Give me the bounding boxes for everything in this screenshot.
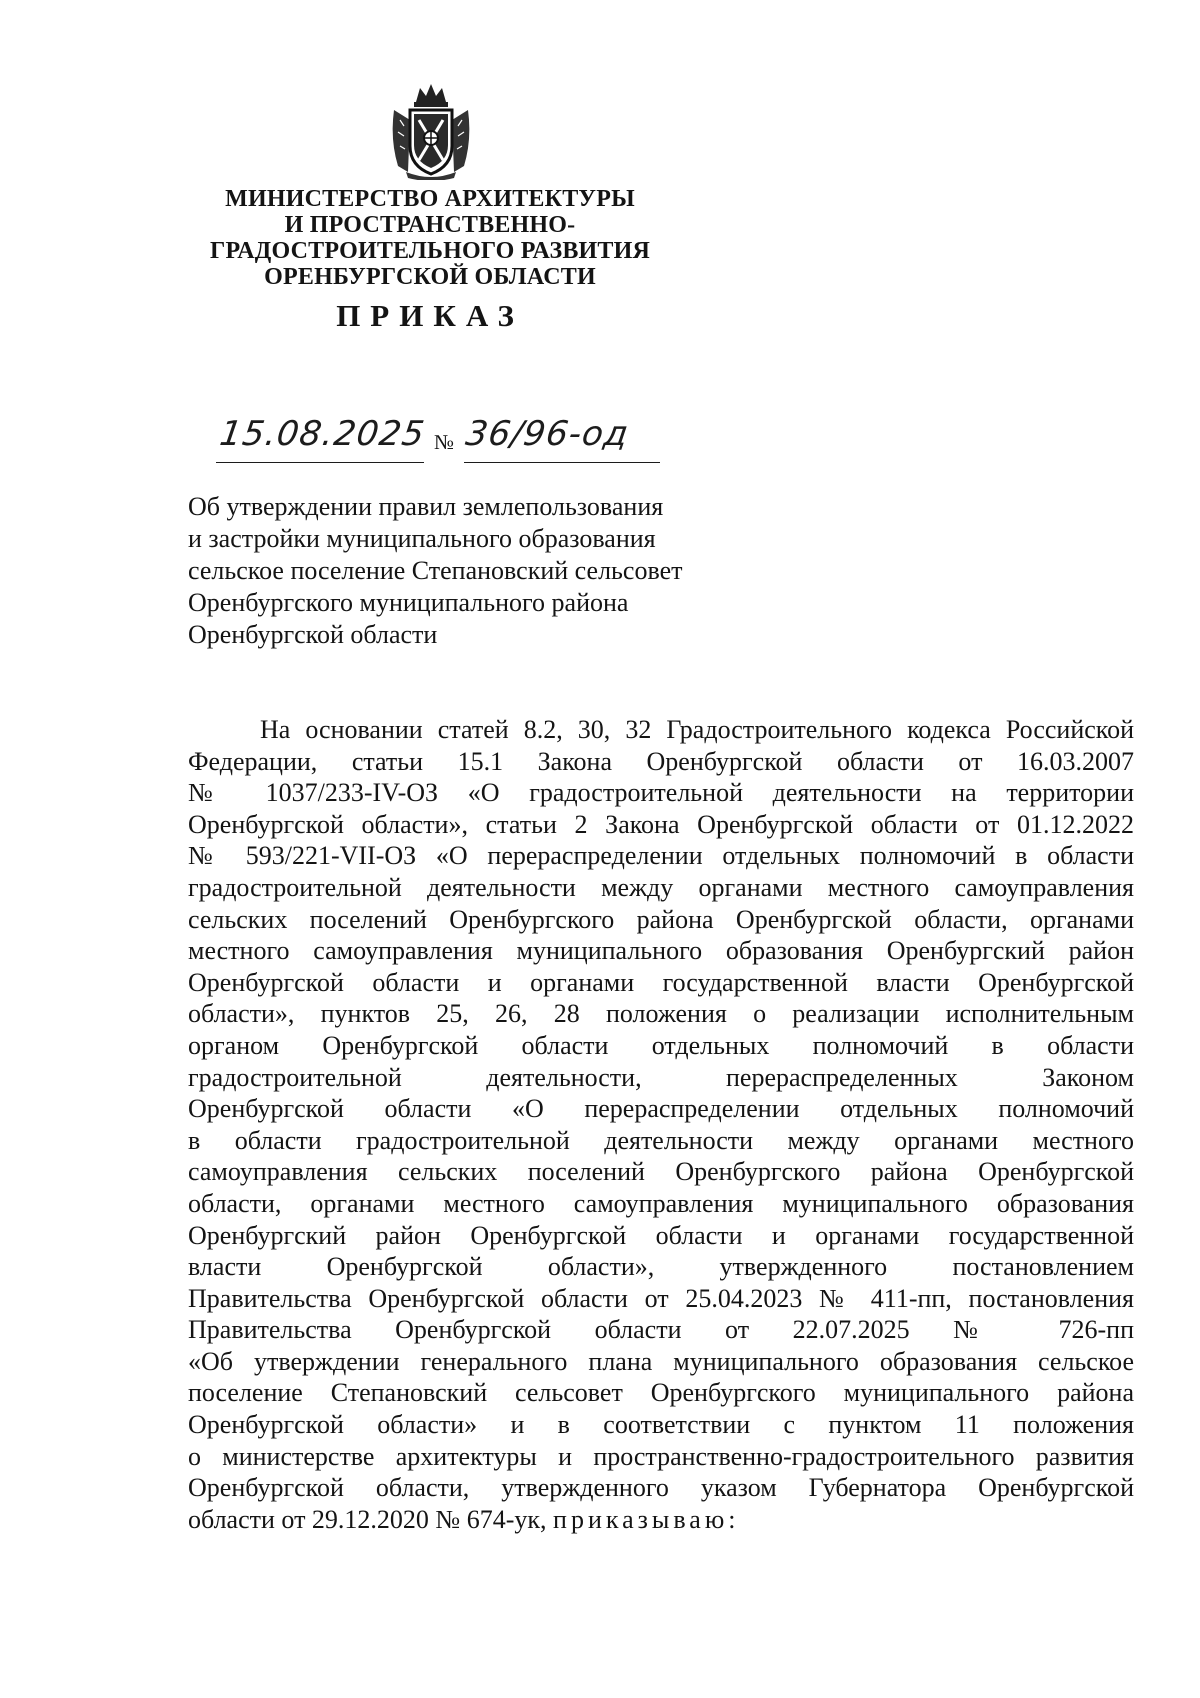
handwritten-date: 15.08.2025 (217, 414, 428, 454)
body-line: Федерации, статьи 15.1 Закона Оренбургской области от 16.03.2007 (188, 746, 1134, 776)
body-line: поселение Степановский сельсовет Оренбургского муниципального района (188, 1378, 1134, 1408)
body-line: местного самоуправления муниципального образования Оренбургский район (188, 936, 1134, 966)
subject-line: сельское поселение Степановский сельсовет (188, 556, 683, 585)
body-line: На основании статей 8.2, 30, 32 Градостроительного кодекса Российской (260, 715, 1134, 744)
subject-line: Оренбургского муниципального района (188, 588, 629, 617)
registration-line (217, 408, 690, 478)
body-line: власти Оренбургской области», утвержденного постановлением (188, 1252, 1134, 1282)
body-line: области, органами местного самоуправления муниципального образования (188, 1188, 1134, 1218)
body-line: градостроительной деятельности, перераспределенных Законом (188, 1062, 1134, 1092)
body-line: самоуправления сельских поселений Оренбургского района Оренбургской (188, 1157, 1134, 1187)
body-line: № 1037/233-IV-ОЗ «О градостроительной деятельности на территории (188, 778, 1134, 808)
order-verb: приказываю: (553, 1504, 740, 1534)
coat-of-arms-icon (388, 80, 474, 180)
body-line: Оренбургской области и органами государственной власти Оренбургской (188, 967, 1134, 997)
order-body-paragraph (188, 714, 1134, 1535)
ministry-name-line: МИНИСТЕРСТВО АРХИТЕКТУРЫ (225, 186, 635, 212)
ministry-name-line: ОРЕНБУРГСКОЙ ОБЛАСТИ (264, 264, 596, 290)
body-line: области», пунктов 25, 26, 28 положения о реализации исполнительным (188, 999, 1134, 1029)
body-line: Оренбургской области» и в соответствии с пунктом 11 положения (188, 1410, 1134, 1440)
subject-line: Об утверждении правил землепользования (188, 492, 664, 521)
number-underline (464, 462, 660, 463)
body-line: в области градостроительной деятельности между органами местного (188, 1125, 1134, 1155)
body-line: градостроительной деятельности между органами местного самоуправления (188, 872, 1134, 902)
body-line: Оренбургской области», статьи 2 Закона Оренбургской области от 01.12.2022 (188, 809, 1134, 839)
body-line: Оренбургской области «О перераспределении отдельных полномочий (188, 1094, 1134, 1124)
number-sign: № (434, 430, 455, 454)
handwritten-order-number: 36/96-од (463, 414, 632, 454)
ministry-name-line: ГРАДОСТРОИТЕЛЬНОГО РАЗВИТИЯ (209, 238, 651, 264)
body-line: сельских поселений Оренбургского района Оренбургской области, органами (188, 904, 1134, 934)
body-line: № 593/221-VII-ОЗ «О перераспределении отдельных полномочий в области (188, 841, 1134, 871)
body-line: органом Оренбургской области отдельных полномочий в области (188, 1030, 1134, 1060)
body-line: «Об утверждении генерального плана муниципального образования сельское (188, 1346, 1134, 1376)
date-underline (216, 462, 424, 463)
subject-line: Оренбургской области (188, 620, 438, 649)
order-subject (188, 491, 748, 651)
body-line: Оренбургской области, утвержденного указом Губернатора Оренбургской (188, 1473, 1134, 1503)
body-final-text: области от 29.12.2020 № 674-ук, (188, 1504, 547, 1534)
body-line-final (188, 1504, 1134, 1536)
ministry-name-line: И ПРОСТРАНСТВЕННО- (284, 212, 576, 238)
body-line: Правительства Оренбургской области от 25.04.2023 № 411-пп, постановления (188, 1283, 1134, 1313)
body-line: о министерстве архитектуры и пространственно-градостроительного развития (188, 1441, 1134, 1471)
body-line: Правительства Оренбургской области от 22.07.2025 № 726-пп (188, 1315, 1134, 1345)
body-line: Оренбургский район Оренбургской области и органами государственной (188, 1220, 1134, 1250)
subject-line: и застройки муниципального образования (188, 524, 656, 553)
document-type-title: ПРИКАЗ (336, 298, 524, 333)
ministry-name (190, 186, 670, 290)
